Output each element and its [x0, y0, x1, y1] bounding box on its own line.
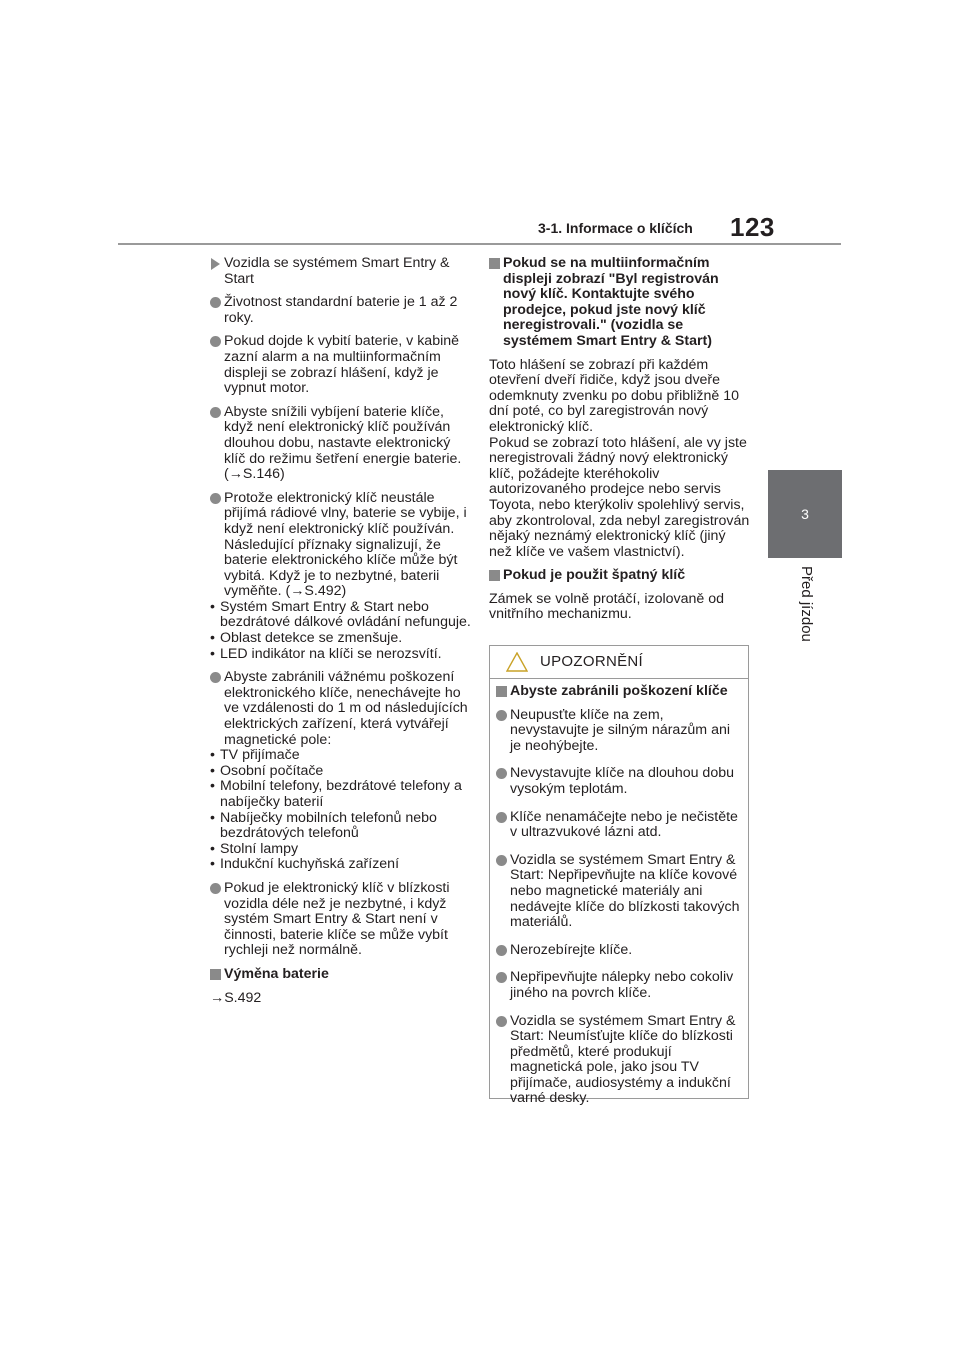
- page-number: 123: [730, 212, 775, 242]
- intro-text: Vozidla se systémem Smart Entry & Start: [224, 255, 450, 287]
- battery-life-text: Životnost standardní baterie je 1 až 2 roky.: [224, 294, 458, 326]
- device-item: • Stolní lampy: [210, 842, 472, 858]
- warning-heading: [496, 684, 742, 700]
- header-section-title: 3-1. Informace o klíčích: [538, 220, 693, 236]
- warning-item-text: Nerozebírejte klíče.: [510, 941, 633, 958]
- new-key-paragraph-2: Pokud se zobrazí toto hlášení, ale vy jste neregistrovali žádný nový elektronický klíč, požádejte kteréhokoliv autorizovaného prodejce nebo servis Toyota, nebo kterýkoliv spolehlivý servis, aby zkontroloval, zda nebyl zaregistrován nějaký neznámý elektronický klíč (jiný než klíče ve vašem vlastnictví).: [489, 434, 750, 560]
- right-column: [489, 256, 751, 623]
- list-item: [210, 295, 472, 326]
- warning-item-text: Neupusťte klíče na zem, nevystavujte je silným nárazům ani je neohýbejte.: [510, 706, 731, 754]
- symptom-item: • LED indikátor na klíči se nerozsvítí.: [210, 647, 472, 663]
- dot-bullet-icon: [210, 672, 221, 683]
- list-item: [210, 881, 472, 959]
- wrong-key-heading: [489, 568, 751, 584]
- intro-item: [210, 256, 472, 287]
- warning-triangle-icon: [506, 652, 528, 672]
- dot-bullet-icon: [496, 812, 507, 823]
- device-item: • Mobilní telefony, bezdrátové telefony a nabíječky baterií: [210, 779, 472, 810]
- radio-waves-text: Protože elektronický klíč neustále přijímá rádiové vlny, baterie se vybije, i když není elektronický klíč používán. Následující příznaky signalizují, že baterie elektronického klíče může být vybitá. Když je to nezbytné, baterii vyměňte. (→S.492): [224, 489, 467, 600]
- dot-bullet-icon: [210, 493, 221, 504]
- warning-item-text: Vozidla se systémem Smart Entry & Start: Neumísťujte klíče do blízkosti předmětů, které produkují magnetická pole, jako jsou TV přijímače, audiosystémy a indukční varné desky.: [510, 1012, 736, 1107]
- side-tab-number: 3: [768, 470, 842, 558]
- warning-title: UPOZORNĚNÍ: [540, 653, 644, 670]
- warning-box: [489, 645, 749, 1107]
- warning-item-text: Nepřipevňujte nálepky nebo cokoliv jiného na povrch klíče.: [510, 969, 734, 1001]
- square-bullet-icon: [489, 258, 500, 269]
- list-item: [210, 405, 472, 483]
- magnetic-field-text: Abyste zabránili vážnému poškození elektronického klíče, nenechávejte ho ve vzdálenosti do 1 m od následujících elektrických zařízení, která vytvářejí magnetické pole:: [224, 669, 468, 748]
- device-item: • Osobní počítače: [210, 764, 472, 780]
- new-key-paragraph-1: Toto hlášení se zobrazí při každém otevření dveří řidiče, když jsou dveře odemknuty zvenku po dobu přibližně 10 dní poté, co byl zaregistrován nový elektronický klíč.: [489, 356, 740, 435]
- dot-bullet-icon: [210, 407, 221, 418]
- dot-bullet-icon: [496, 710, 507, 721]
- dot-bullet-icon: [496, 1016, 507, 1027]
- square-bullet-icon: [489, 570, 500, 581]
- battery-heading-text: Výměna baterie: [224, 965, 329, 982]
- dot-bullet-icon: [496, 768, 507, 779]
- new-key-heading: [489, 256, 751, 350]
- side-tab: [768, 558, 842, 674]
- warning-item: [496, 1014, 742, 1108]
- device-item: • Indukční kuchyňská zařízení: [210, 857, 472, 873]
- side-tab-label: Před jízdou: [798, 566, 815, 642]
- list-item: [210, 670, 472, 748]
- warning-item-text: Nevystavujte klíče na dlouhou dobu vysokým teplotám.: [510, 765, 734, 797]
- square-bullet-icon: [496, 686, 507, 697]
- warning-item: [496, 853, 742, 931]
- triangle-bullet-icon: [211, 258, 220, 270]
- dot-bullet-icon: [496, 855, 507, 866]
- warning-item: [496, 810, 742, 841]
- symptom-item: • Systém Smart Entry & Start nebo bezdrátové dálkové ovládání nefunguje.: [210, 600, 472, 631]
- warning-item: [496, 708, 742, 755]
- left-column: [210, 256, 472, 1006]
- battery-ref-link[interactable]: →S.492: [210, 989, 262, 1006]
- dot-bullet-icon: [210, 297, 221, 308]
- warning-item-text: Klíče nenamáčejte nebo je nečistěte v ultrazvukové lázni atd.: [510, 808, 738, 841]
- warning-item: [496, 943, 742, 959]
- warning-body: [496, 684, 742, 1119]
- symptom-item: • Oblast detekce se zmenšuje.: [210, 631, 472, 647]
- dot-bullet-icon: [210, 883, 221, 894]
- header-rule: [118, 243, 841, 245]
- device-item: • TV přijímače: [210, 748, 472, 764]
- battery-heading: [210, 967, 472, 983]
- dot-bullet-icon: [496, 945, 507, 956]
- dot-bullet-icon: [210, 336, 221, 347]
- save-mode-text: Abyste snížili vybíjení baterie klíče, když není elektronický klíč používán dlouhou dobu, nastavte elektronický klíč do režimu šetření energie baterie. (→S.146): [224, 403, 462, 483]
- discharge-alarm-text: Pokud dojde k vybití baterie, v kabině zazní alarm a na multiinformačním displeji se zobrazí hlášení, když je vypnut motor.: [224, 333, 460, 397]
- list-item: [210, 334, 472, 396]
- symptom-list: [210, 600, 472, 662]
- list-item: [210, 491, 472, 600]
- proximity-text: Pokud je elektronický klíč v blízkosti vozidla déle než je nezbytné, i když systém Smart Entry & Start není v činnosti, baterie klíče se může vybít rychleji než normálně.: [224, 879, 450, 959]
- warning-item-text: Vozidla se systémem Smart Entry & Start: Nepřipevňujte na klíče kovové nebo magnetické materiály ani nedávejte klíče do blízkosti takových materiálů.: [510, 851, 740, 931]
- square-bullet-icon: [210, 969, 221, 980]
- warning-item: [496, 766, 742, 797]
- device-item: • Nabíječky mobilních telefonů nebo bezdrátových telefonů: [210, 811, 472, 842]
- wrong-key-heading-text: Pokud je použit špatný klíč: [503, 567, 686, 584]
- warning-item: [496, 970, 742, 1001]
- new-key-heading-text: Pokud se na multiinformačním displeji zobrazí "Byl registrován nový klíč. Kontaktujte svého prodejce, pokud jste nový klíč neregistrovali." (vozidla se systémem Smart Entry & Start): [503, 255, 719, 349]
- device-list: [210, 748, 472, 873]
- wrong-key-paragraph: Zámek se volně protáčí, izolovaně od vnitřního mechanizmu.: [489, 590, 725, 623]
- warning-header: [490, 646, 748, 679]
- dot-bullet-icon: [496, 972, 507, 983]
- warning-heading-text: Abyste zabránili poškození klíče: [510, 683, 728, 699]
